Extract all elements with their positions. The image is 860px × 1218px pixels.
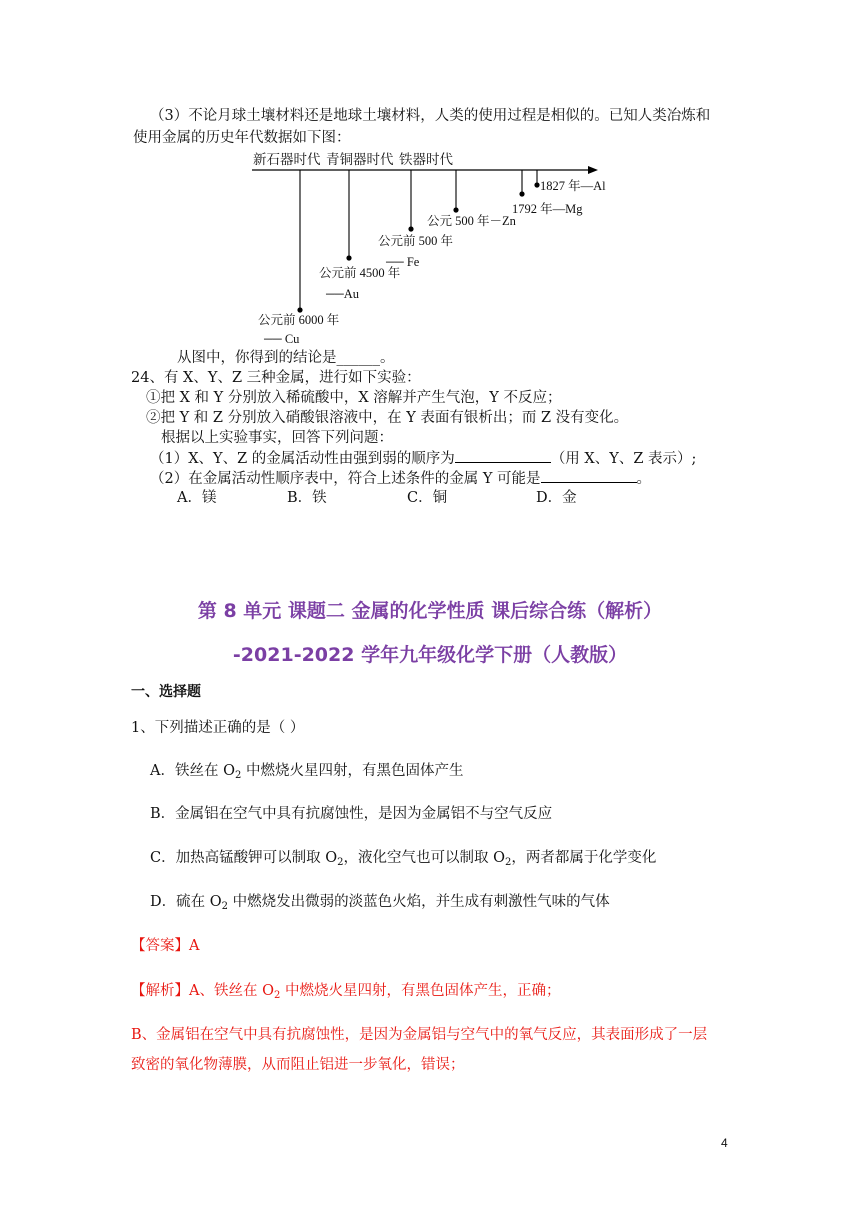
q23-part3-line1: （3）不论月球土壤材料还是地球土壤材料，人类的使用过程是相似的。已知人类冶炼和	[150, 108, 711, 124]
q1-option-a: A．铁丝在 $O_2$ 中燃烧火星四射，有黑色固体产生	[150, 763, 464, 781]
event-cu-date: 公元前 6000 年	[258, 313, 340, 327]
q1-option-c: C．加热高锰酸钾可以制取 $O_2$，液化空气也可以制取 $O_2$，两者都属于化学变化	[150, 850, 657, 868]
page-number: 4	[721, 1136, 728, 1150]
q1-answer: 【答案】A	[131, 938, 200, 954]
event-cu-metal: ── Cu	[264, 332, 300, 346]
q23-part3-line2: 使用金属的历史年代数据如下图：	[133, 130, 351, 146]
q24-option-a: A．镁	[177, 490, 217, 506]
event-zn: 公元 500 年－Zn	[427, 214, 516, 228]
event-au-metal: ──Au	[326, 287, 359, 301]
q24-option-d: D．金	[536, 490, 577, 506]
q1-option-b: B．金属铝在空气中具有抗腐蚀性，是因为金属铝不与空气反应	[150, 806, 553, 822]
q24-exp2: ②把 Y 和 Z 分别放入硝酸银溶液中，在 Y 表面有银析出；而 Z 没有变化。	[146, 410, 629, 426]
q1-analysis-b-line1: B、金属铝在空气中具有抗腐蚀性，是因为金属铝与空气中的氧气反应，其表面形成了一层	[131, 1027, 708, 1043]
q1-stem: 1、下列描述正确的是（ ）	[131, 720, 305, 736]
q1-analysis-a: 【解析】A、铁丝在 $O_2$ 中燃烧火星四射，有黑色固体产生，正确；	[131, 983, 561, 1001]
q1-analysis-b-line2: 致密的氧化物薄膜，从而阻止铝进一步氧化，错误；	[131, 1057, 465, 1073]
q24-stem: 24、有 X、Y、Z 三种金属，进行如下实验：	[131, 370, 421, 386]
q24-intro: 根据以上实验事实，回答下列问题：	[161, 430, 393, 446]
doc-title-line2: -2021-2022 学年九年级化学下册（人教版）	[232, 644, 628, 666]
doc-title-line1: 第 8 单元 课题二 金属的化学性质 课后综合练（解析）	[197, 600, 663, 622]
q23-conclusion: 从图中，你得到的结论是______。	[177, 350, 395, 366]
q1-option-d: D．硫在 $O_2$ 中燃烧发出微弱的淡蓝色火焰，并生成有刺激性气味的气体	[150, 894, 610, 912]
era-neolithic: 新石器时代	[253, 152, 321, 168]
event-au-date: 公元前 4500 年	[319, 266, 401, 280]
q24-option-c: C．铜	[407, 490, 448, 506]
event-fe-metal: ── Fe	[386, 255, 420, 269]
q24-option-b: B．铁	[287, 490, 327, 506]
era-bronze: 青铜器时代	[326, 152, 394, 168]
event-fe-date: 公元前 500 年	[378, 234, 454, 248]
q24-exp1: ①把 X 和 Y 分别放入稀硫酸中，X 溶解并产生气泡，Y 不反应；	[146, 390, 562, 406]
timeline-lines	[0, 0, 860, 360]
era-iron: 铁器时代	[399, 152, 453, 168]
q24-part2: （2）在金属活动性顺序表中，符合上述条件的金属 Y 可能是 。	[150, 471, 652, 487]
event-al: 1827 年—Al	[540, 179, 606, 193]
event-mg: 1792 年—Mg	[512, 202, 583, 216]
section-heading: 一、选择题	[131, 684, 201, 700]
q24-part1: （1）X、Y、Z 的金属活动性由强到弱的顺序为 （用 X、Y、Z 表示）;	[150, 451, 697, 467]
